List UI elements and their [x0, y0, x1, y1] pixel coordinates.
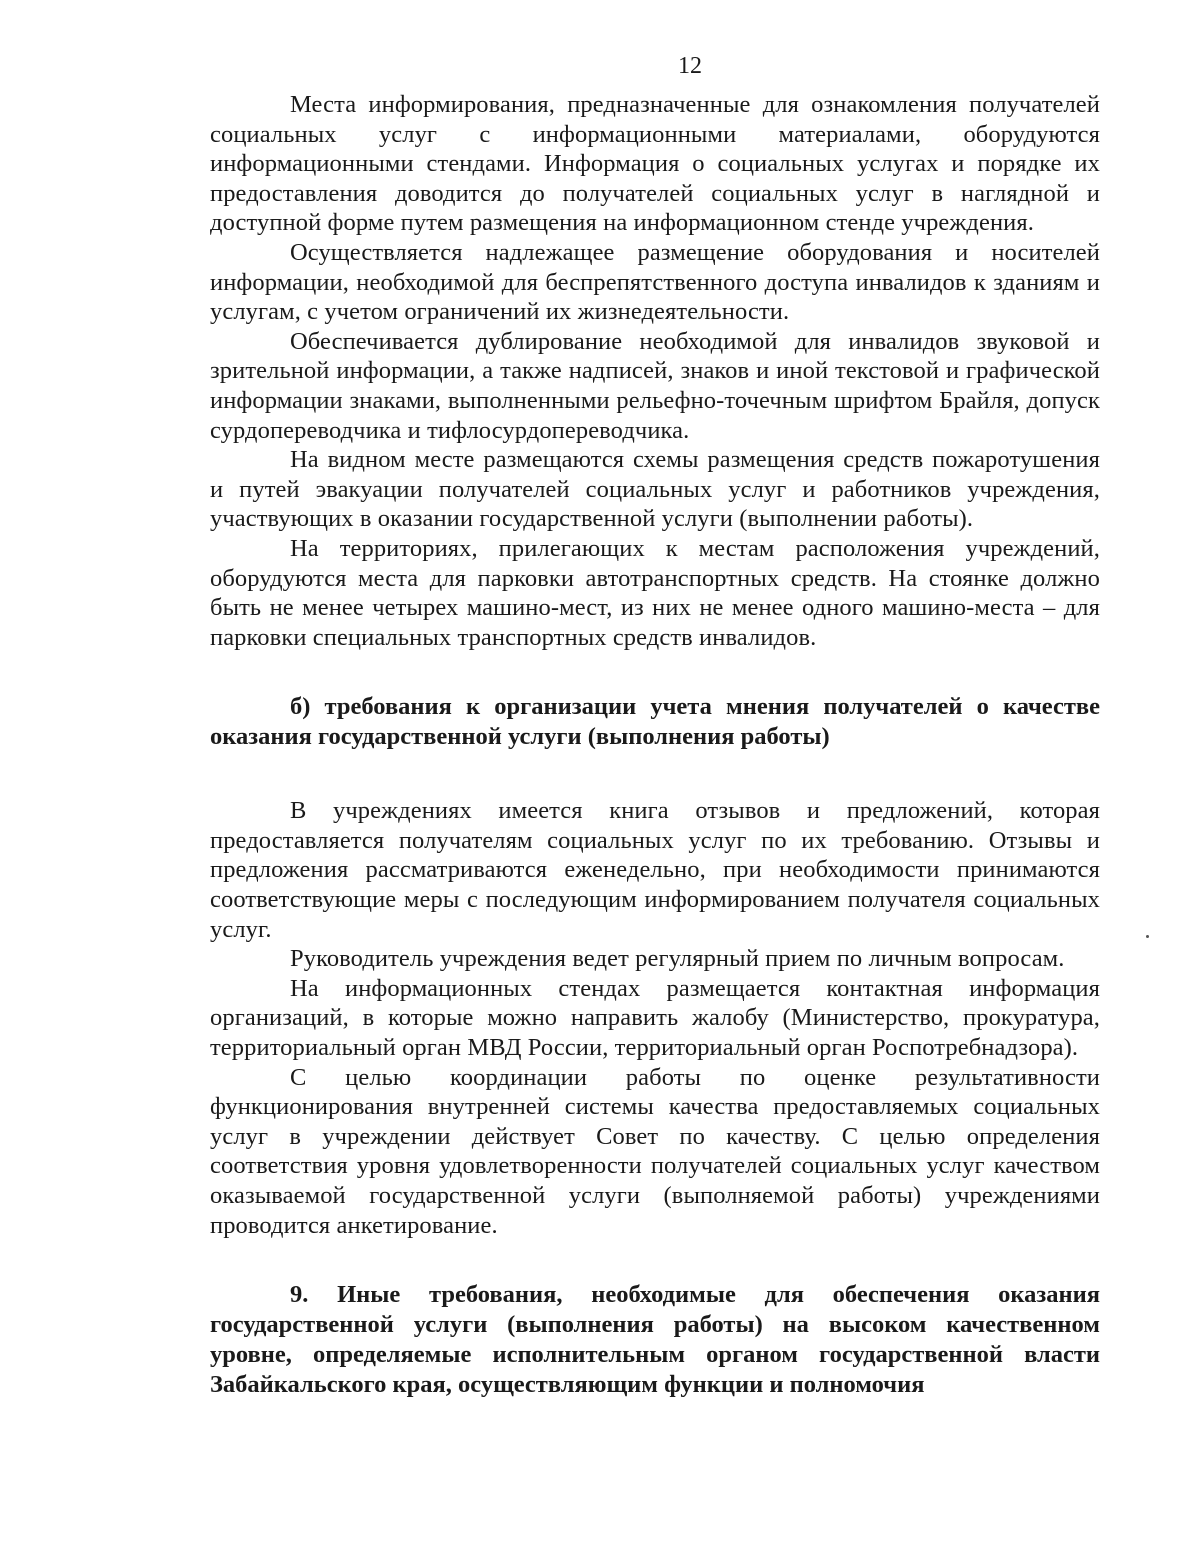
section-heading-b: б) требования к организации учета мнения получателей о качестве оказания государственной услуги (выполнения работы): [210, 693, 1100, 751]
scan-speck: [1146, 935, 1149, 938]
spacer: [210, 652, 1100, 692]
page-number: 12: [678, 53, 702, 79]
section-heading-9: 9. Иные требования, необходимые для обеспечения оказания государственной услуги (выполнения работы) на высоком качественном уровне, определяемые исполнительным органом государственной власти Забайкальского края, осуществляющим функции и полномочия: [210, 1281, 1100, 1399]
paragraph-evacuation-schemes: На видном месте размещаются схемы размещения средств пожаротушения и путей эвакуации получателей социальных услуг и работников учреждения, участвующих в оказании государственной услуги (выполнении работы).: [210, 446, 1100, 533]
paragraph-duplication: Обеспечивается дублирование необходимой для инвалидов звуковой и зрительной информации, а также надписей, знаков и иной текстовой и графической информации знаками, выполненными рельефно-точечным шрифтом Брайля, допуск сурдопереводчика и тифлосурдопереводчика.: [210, 327, 1100, 444]
paragraph-quality-council: С целью координации работы по оценке результативности функционирования внутренней системы качества предоставляемых социальных услуг в учреждении действует Совет по качеству. С целью определения соответствия уровня удовлетворенности получателей социальных услуг качеством оказываемой государственной услуги (выполняемой работы) учреждениями проводится анкетирование.: [210, 1063, 1100, 1239]
paragraph-complaint-contacts: На информационных стендах размещается контактная информация организаций, в которые можно направить жалобу (Министерство, прокуратура, территориальный орган МВД России, территориальный орган Роспотребнадзора).: [210, 974, 1100, 1062]
spacer: [210, 1240, 1100, 1280]
paragraph-personal-reception: Руководитель учреждения ведет регулярный прием по личным вопросам.: [290, 945, 1065, 973]
paragraph-parking: На территориях, прилегающих к местам расположения учреждений, оборудуются места для парковки автотранспортных средств. На стоянке должно быть не менее четырех машино-мест, из них не менее одного машино-места – для парковки специальных транспортных средств инвалидов.: [210, 534, 1100, 651]
spacer: [210, 752, 1100, 796]
paragraph-feedback-book: В учреждениях имеется книга отзывов и предложений, которая предоставляется получателям социальных услуг по их требованию. Отзывы и предложения рассматриваются еженедельно, при необходимости принимаются соответствующие меры с последующим информированием получателя социальных услуг.: [210, 797, 1100, 943]
page-body: [210, 90, 1100, 1400]
paragraph-equipment-placement: Осуществляется надлежащее размещение оборудования и носителей информации, необходимой для беспрепятственного доступа инвалидов к зданиям и услугам, с учетом ограничений их жизнедеятельности.: [210, 238, 1100, 326]
paragraph-information-places: Места информирования, предназначенные для ознакомления получателей социальных услуг с информационными материалами, оборудуются информационными стендами. Информация о социальных услугах и порядке их предоставления доводится до получателей социальных услуг в наглядной и доступной форме путем размещения на информационном стенде учреждения.: [210, 91, 1100, 237]
